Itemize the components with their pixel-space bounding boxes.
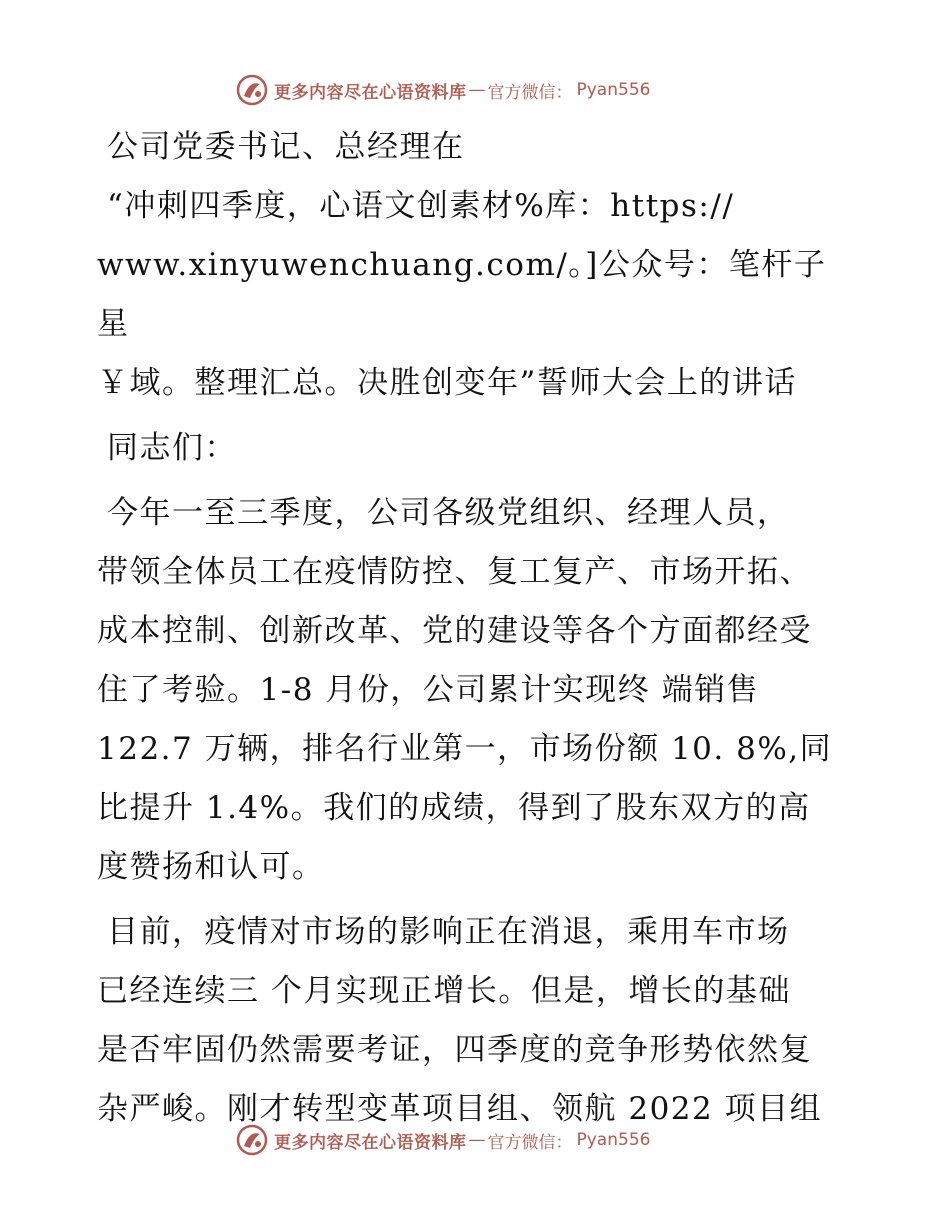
header-banner bbox=[0, 70, 950, 110]
paragraph-2-line-3: 是否牢固仍然需要考证，四季度的竞争形势依然复 bbox=[97, 1032, 812, 1068]
doc-title-line-3: www.xinyuwenchuang.com/。]公众号：笔杆子星 bbox=[97, 247, 827, 342]
paragraph-1-line-1: 今年一至三季度，公司各级党组织、经理人员， bbox=[107, 495, 790, 531]
salutation: 同志们： bbox=[107, 430, 237, 466]
banner-wechat-id: Pyan556 bbox=[576, 1130, 651, 1150]
paragraph-2-line-1: 目前，疫情对市场的影响正在消退，乘用车市场 bbox=[107, 914, 790, 950]
banner-slogan: 更多内容尽在心语资料库 bbox=[274, 1132, 467, 1153]
paragraph-1-line-5: 122.7 万辆，排名行业第一，市场份额 10. 8%,同 bbox=[97, 731, 833, 767]
banner-dash: — bbox=[468, 80, 486, 100]
paragraph-2-line-2: 已经连续三 个月实现正增长。但是，增长的基础 bbox=[97, 973, 791, 1009]
banner-dash: — bbox=[468, 1130, 486, 1150]
document-body bbox=[97, 118, 857, 1139]
paragraph-2-line-4: 杂严峻。刚才转型变革项目组、领航 2022 项目组 bbox=[97, 1091, 823, 1127]
doc-title-line-4: ￥域。整理汇总。决胜创变年”誓师大会上的讲话 bbox=[97, 365, 797, 401]
header-banner-content bbox=[236, 70, 650, 110]
doc-title-line-2: “冲刺四季度，心语文创素材%库：https:// bbox=[107, 188, 735, 224]
banner-wechat-id: Pyan556 bbox=[576, 80, 651, 100]
footer-banner bbox=[0, 1120, 950, 1160]
paragraph-1-line-7: 度赞扬和认可。 bbox=[97, 849, 325, 885]
banner-slogan: 更多内容尽在心语资料库 bbox=[274, 82, 467, 103]
paragraph-1-line-4: 住了考验。1-8 月份，公司累计实现终 端销售 bbox=[97, 672, 760, 708]
doc-title-line-1: 公司党委书记、总经理在 bbox=[107, 129, 465, 165]
brand-logo-icon bbox=[236, 74, 268, 106]
paragraph-1-line-3: 成本控制、创新改革、党的建设等各个方面都经受 bbox=[97, 613, 812, 649]
paragraph-1-line-6: 比提升 1.4%。我们的成绩，得到了股东双方的高 bbox=[97, 790, 811, 826]
paragraph-1-line-2: 带领全体员工在疫情防控、复工复产、市场开拓、 bbox=[97, 554, 812, 590]
banner-contact-label: 官方微信： bbox=[487, 1132, 573, 1153]
brand-logo-icon bbox=[236, 1124, 268, 1156]
banner-contact-label: 官方微信： bbox=[487, 82, 573, 103]
footer-banner-content bbox=[236, 1120, 650, 1160]
